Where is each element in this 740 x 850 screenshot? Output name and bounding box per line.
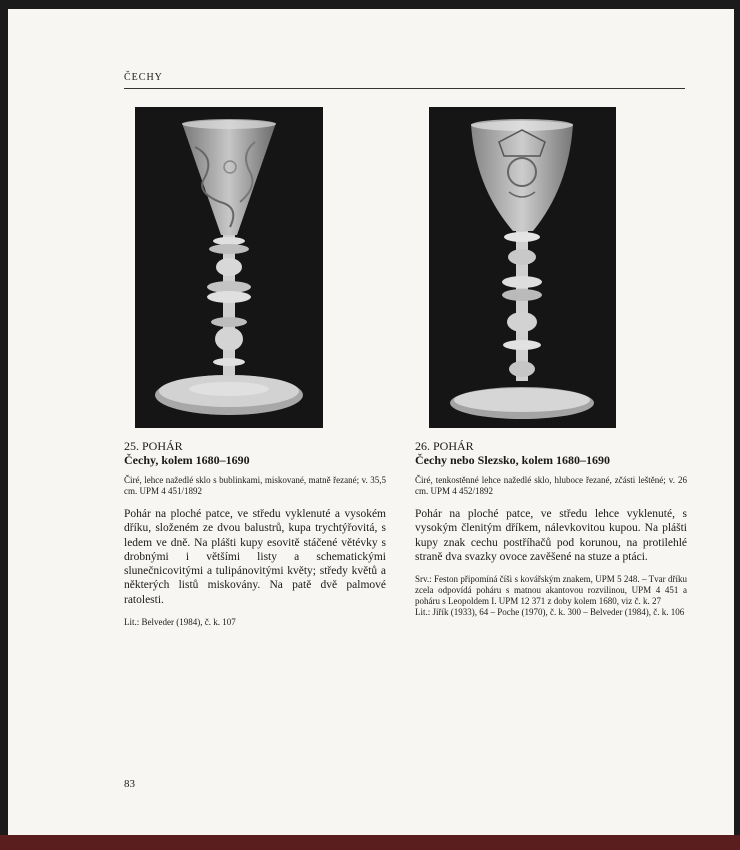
book-cover-edge (0, 835, 740, 850)
entry-description: Pohár na ploché patce, ve středu vyklenuté a vysokém dříku, složeném ze dvou balustrů, kupa trychtýřovitá, s ledem ve dně. Na plášti kupy esovitě stáčené větévky s drobnými i většími listy a schematickými slunečnicovitými a tulipánovitými květy; středy květů a některých listů miskovány. Na patě dvě palmové ratolesti. (124, 508, 386, 606)
entry-origin: Čechy nebo Slezsko, kolem 1680–1690 (415, 453, 610, 467)
goblet-photo-25 (135, 107, 323, 428)
entry-literature: Lit.: Jiřík (1933), 64 – Poche (1970), č. k. 300 – Belveder (1984), č. k. 106 (415, 607, 685, 618)
section-header: ČECHY (124, 72, 163, 83)
catalog-entry-25 (124, 440, 386, 628)
catalog-entry-26 (415, 440, 687, 618)
entry-spec: Čiré, lehce nažedlé sklo s bublinkami, miskované, matně řezané; v. 35,5 cm. UPM 4 451/1892 (124, 475, 386, 496)
entry-description: Pohár na ploché patce, ve středu lehce vyklenuté, s vysokým členitým dříkem, nálevkovitou kupou. Na plášti kupy znak cechu postříhačů pod korunou, na protilehlé straně dva svazky ovoce zavěšené na stuze a ptáci. (415, 508, 687, 563)
goblet-illustration-25 (135, 107, 323, 428)
goblet-illustration-26 (429, 107, 616, 428)
page-number: 83 (124, 778, 135, 790)
book-page (8, 9, 734, 835)
entry-title: 25. POHÁR (124, 439, 183, 453)
entry-origin: Čechy, kolem 1680–1690 (124, 453, 250, 467)
header-rule (124, 88, 685, 89)
entry-comparison: Srv.: Feston připomíná číši s kovářským znakem, UPM 5 248. – Tvar dříku zcela odpovídá poháru s matnou akantovou rozvilinou, UPM 4 451 a poháru s Leopoldem I. UPM 12 371 z doby kolem 1680, viz č. k. 27 (415, 574, 687, 607)
entry-title: 26. POHÁR (415, 439, 474, 453)
entry-spec: Čiré, tenkostěnné lehce nažedlé sklo, hluboce řezané, zčásti leštěné; v. 26 cm. UPM 4 452/1892 (415, 475, 687, 496)
entry-literature: Lit.: Belveder (1984), č. k. 107 (124, 617, 236, 628)
goblet-photo-26 (429, 107, 616, 428)
